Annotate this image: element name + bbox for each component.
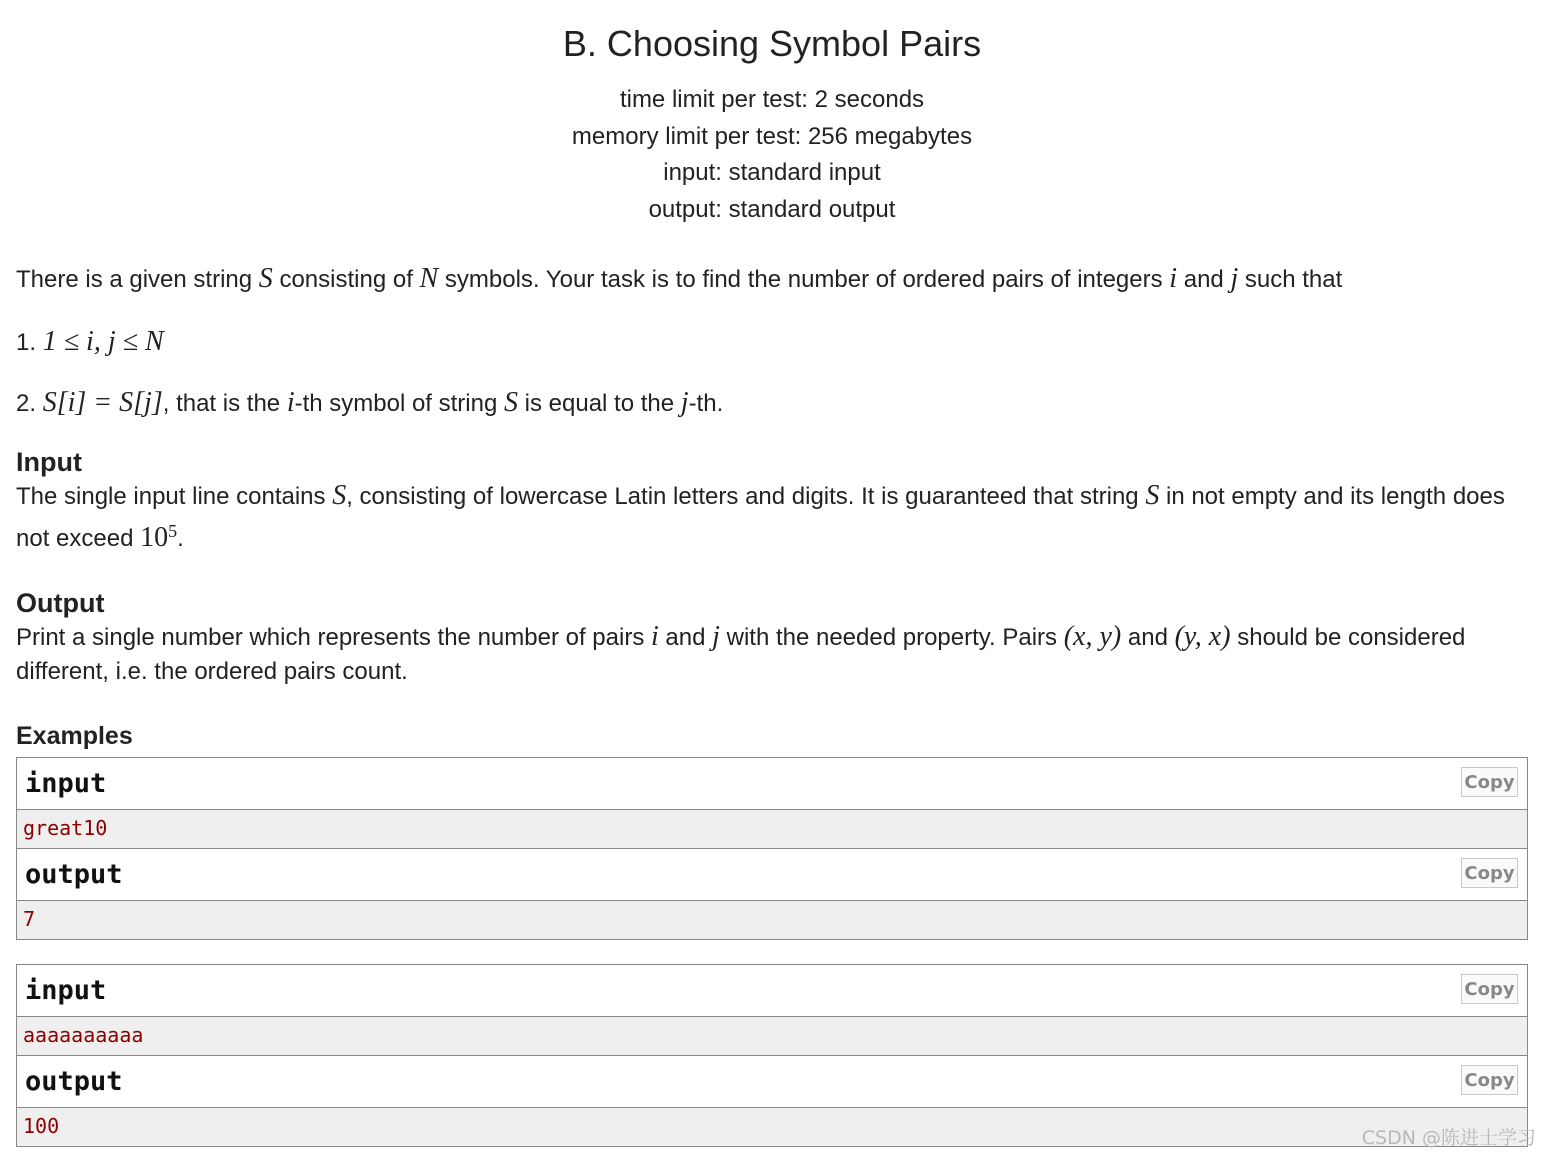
section-text: in not empty and its length does not exceed	[16, 483, 1505, 552]
math-number: 10	[140, 522, 169, 553]
math-symbol: S	[258, 263, 273, 294]
section-text: and	[1121, 624, 1175, 651]
copy-button[interactable]: Copy	[1461, 974, 1518, 1004]
list-number: 1.	[16, 329, 37, 356]
math-symbol: i	[650, 621, 659, 652]
section-text: The single input line contains	[16, 483, 333, 510]
example-1	[16, 757, 1528, 940]
statement-text: -th.	[688, 390, 724, 417]
section-text: , consisting of lowercase Latin letters and digits. It is guaranteed that string	[346, 483, 1146, 510]
example-input-value: aaaaaaaaaa	[23, 1023, 144, 1047]
example-output-header	[17, 849, 1527, 901]
section-text: Print a single number which represents the number of pairs	[16, 624, 651, 651]
condition-1	[16, 325, 1528, 360]
problem-limits	[16, 82, 1528, 228]
input-label: input	[25, 975, 107, 1006]
statement-text: such that	[1238, 266, 1343, 293]
section-text: and	[658, 624, 713, 651]
condition-2	[16, 386, 1528, 421]
copy-button[interactable]: Copy	[1461, 858, 1518, 888]
time-limit: time limit per test: 2 seconds	[619, 86, 925, 113]
math-exponent: 5	[168, 521, 178, 541]
math-formula: 1 ≤ i, j ≤ N	[42, 326, 164, 357]
math-symbol: j	[680, 387, 689, 418]
input-section-title: Input	[16, 447, 82, 477]
output-spec: output: standard output	[648, 195, 896, 223]
math-symbol: S	[1145, 480, 1160, 511]
list-number: 2.	[16, 390, 37, 417]
statement-text: , that is the	[162, 390, 287, 417]
example-output-value: 7	[23, 907, 36, 931]
example-2	[16, 964, 1528, 1147]
example-input-body	[17, 1017, 1527, 1056]
examples-title: Examples	[16, 722, 133, 750]
example-input-header	[17, 965, 1527, 1017]
input-spec: input: standard input	[663, 159, 881, 186]
copy-button[interactable]: Copy	[1461, 767, 1518, 797]
statement-text: symbols. Your task is to find the number of ordered pairs of integers	[438, 266, 1170, 293]
output-label: output	[25, 859, 123, 890]
input-label: input	[25, 768, 107, 799]
output-section-text	[16, 620, 1528, 689]
problem-page	[16, 0, 1528, 1147]
problem-title: B. Choosing Symbol Pairs	[562, 23, 982, 64]
example-input-header	[17, 758, 1527, 810]
copy-button[interactable]: Copy	[1461, 1065, 1518, 1095]
watermark: CSDN @陈进士学习	[1361, 1127, 1536, 1149]
math-pair: (x, y)	[1063, 621, 1122, 652]
math-formula: S[i] = S[j]	[42, 387, 163, 418]
statement-text: -th symbol of string	[294, 390, 504, 417]
math-symbol: N	[419, 263, 439, 294]
example-output-header	[17, 1056, 1527, 1108]
input-section-text	[16, 479, 1528, 556]
math-symbol: S	[504, 387, 518, 418]
section-text: .	[177, 525, 184, 552]
section-text: should be considered different, i.e. the ordered pairs count.	[16, 624, 1466, 685]
math-symbol: S	[332, 480, 347, 511]
math-symbol: i	[1169, 263, 1178, 294]
statement-text: consisting of	[272, 266, 420, 293]
math-symbol: i	[286, 387, 295, 418]
example-output-value: 100	[23, 1114, 60, 1138]
example-output-body	[17, 1108, 1527, 1146]
statement-text: and	[1177, 266, 1231, 293]
output-label: output	[25, 1066, 123, 1097]
problem-statement	[16, 262, 1528, 297]
memory-limit: memory limit per test: 256 megabytes	[571, 122, 973, 150]
example-output-body	[17, 901, 1527, 939]
section-text: with the needed property. Pairs	[719, 624, 1064, 651]
math-symbol: j	[1230, 263, 1239, 294]
statement-text: is equal to the	[518, 390, 681, 417]
output-section-title: Output	[16, 588, 105, 618]
math-symbol: j	[712, 621, 720, 652]
example-input-value: great10	[23, 816, 108, 840]
statement-text: There is a given string	[16, 266, 259, 293]
math-pair: (y, x)	[1174, 621, 1231, 652]
example-input-body	[17, 810, 1527, 849]
